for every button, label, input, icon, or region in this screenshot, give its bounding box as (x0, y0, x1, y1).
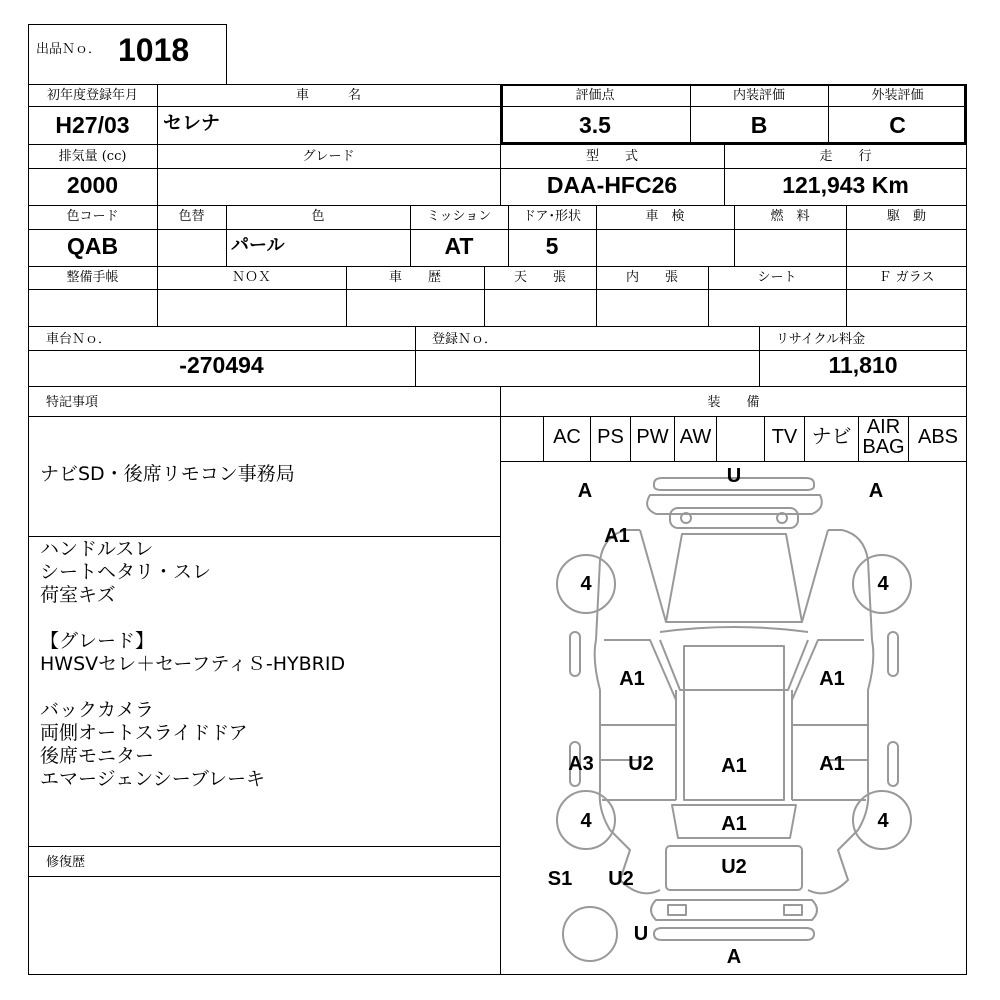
mileage-label: 走 行 (819, 149, 872, 164)
mark-right-front-door: A1 (819, 668, 845, 690)
color-change-label: 色替 (178, 209, 205, 224)
mark-left-quarter: S1 (547, 868, 573, 890)
seat-label: シート (757, 270, 797, 285)
nox-label: ＮＯＸ (231, 270, 271, 285)
displacement-label: 排気量 (cc) (58, 149, 127, 164)
mark-rear-glass: A1 (721, 813, 747, 835)
mark-back-door: U2 (721, 856, 747, 878)
roof-label: 天 張 (513, 270, 566, 285)
special-notes-top: ナビSD・後席リモコン事務局 (40, 463, 295, 485)
equip-ac: AC (553, 426, 581, 448)
mark-left-rocker: A3 (568, 753, 594, 775)
maint-book-label: 整備手帳 (66, 270, 119, 285)
mark-tire-front-right: 4 (877, 573, 889, 595)
inspection-label: 車 検 (645, 209, 685, 224)
mark-front-bumper: U (726, 465, 742, 487)
mark-front-left-corner: A (577, 480, 593, 502)
equip-ps: PS (597, 426, 624, 448)
mark-hood: A1 (604, 525, 630, 547)
mileage-value: 121,943 Km (782, 172, 909, 198)
inner-trim-label: 内 張 (625, 270, 678, 285)
mark-left-slide-door: U2 (628, 753, 654, 775)
equip-tv: TV (771, 426, 798, 448)
color-code-label: 色コード (66, 209, 119, 224)
equip-abs: ABS (917, 426, 959, 448)
reg-no-label: 登録Ｎｏ． (432, 332, 498, 347)
drive-label: 駆 動 (886, 209, 926, 224)
mark-right-slide-door: A1 (819, 753, 845, 775)
model-code-label: 型 式 (585, 149, 638, 164)
score-value: 3.5 (579, 112, 611, 138)
grade-label: グレード (302, 149, 355, 164)
mark-rear-bumper: U (633, 923, 649, 945)
mark-roof: A1 (721, 755, 747, 777)
model-code-value: DAA-HFC26 (546, 172, 678, 198)
mark-front-right-corner: A (868, 480, 884, 502)
color-label: 色 (311, 209, 325, 224)
recycle-fee-label: リサイクル料金 (776, 332, 866, 347)
color-code-value: QAB (66, 233, 119, 259)
mark-left-front-door: A1 (619, 668, 645, 690)
f-glass-label: Ｆ ガラス (878, 270, 935, 285)
transmission-label: ミッション (426, 209, 492, 224)
special-notes-label: 特記事項 (46, 395, 99, 410)
first-reg-label: 初年度登録年月 (46, 88, 138, 103)
repair-history-label: 修復歴 (46, 855, 86, 870)
history-label: 車 歴 (388, 270, 441, 285)
first-reg-value: H27/03 (55, 112, 130, 138)
equip-pw: PW (636, 426, 669, 448)
equip-navi: ナビ (811, 426, 852, 448)
score-label: 評価点 (575, 88, 615, 103)
equip-aw: AW (679, 426, 712, 448)
displacement-value: 2000 (66, 172, 119, 198)
lot-label: 出品Ｎｏ． (36, 42, 102, 57)
interior-label: 内装評価 (732, 88, 785, 103)
chassis-no-value: -270494 (179, 352, 264, 378)
equipment-label: 装 備 (707, 395, 760, 410)
mark-tire-rear-right: 4 (877, 810, 889, 832)
mark-tire-front-left: 4 (580, 573, 592, 595)
mark-left-rear-side: U2 (608, 868, 634, 890)
mark-tire-rear-left: 4 (580, 810, 592, 832)
interior-value: B (750, 112, 768, 138)
car-name-value: セレナ (163, 113, 221, 134)
chassis-no-label: 車台Ｎｏ． (46, 332, 112, 347)
exterior-label: 外装評価 (871, 88, 924, 103)
mark-rear-bottom: A (726, 946, 742, 968)
fuel-label: 燃 料 (770, 209, 810, 224)
lot-number: 1018 (118, 32, 190, 68)
exterior-value: C (889, 112, 906, 138)
color-value: パール (231, 235, 285, 255)
door-shape-label: ドア･形状 (522, 209, 582, 224)
recycle-fee-value: 11,810 (828, 352, 898, 378)
car-name-label: 車 名 (295, 88, 361, 103)
equip-airbag: AIR BAG (862, 416, 905, 458)
transmission-value: AT (444, 233, 474, 259)
door-shape-value: 5 (545, 233, 559, 259)
special-notes-detail: ハンドルスレ シートヘタリ・スレ 荷室キズ 【グレード】 HWSVセレ＋セーフティＳ-HYBRID バックカメラ 両側オートスライドドア 後席モニター エマージェンシーブレーキ (40, 538, 346, 790)
